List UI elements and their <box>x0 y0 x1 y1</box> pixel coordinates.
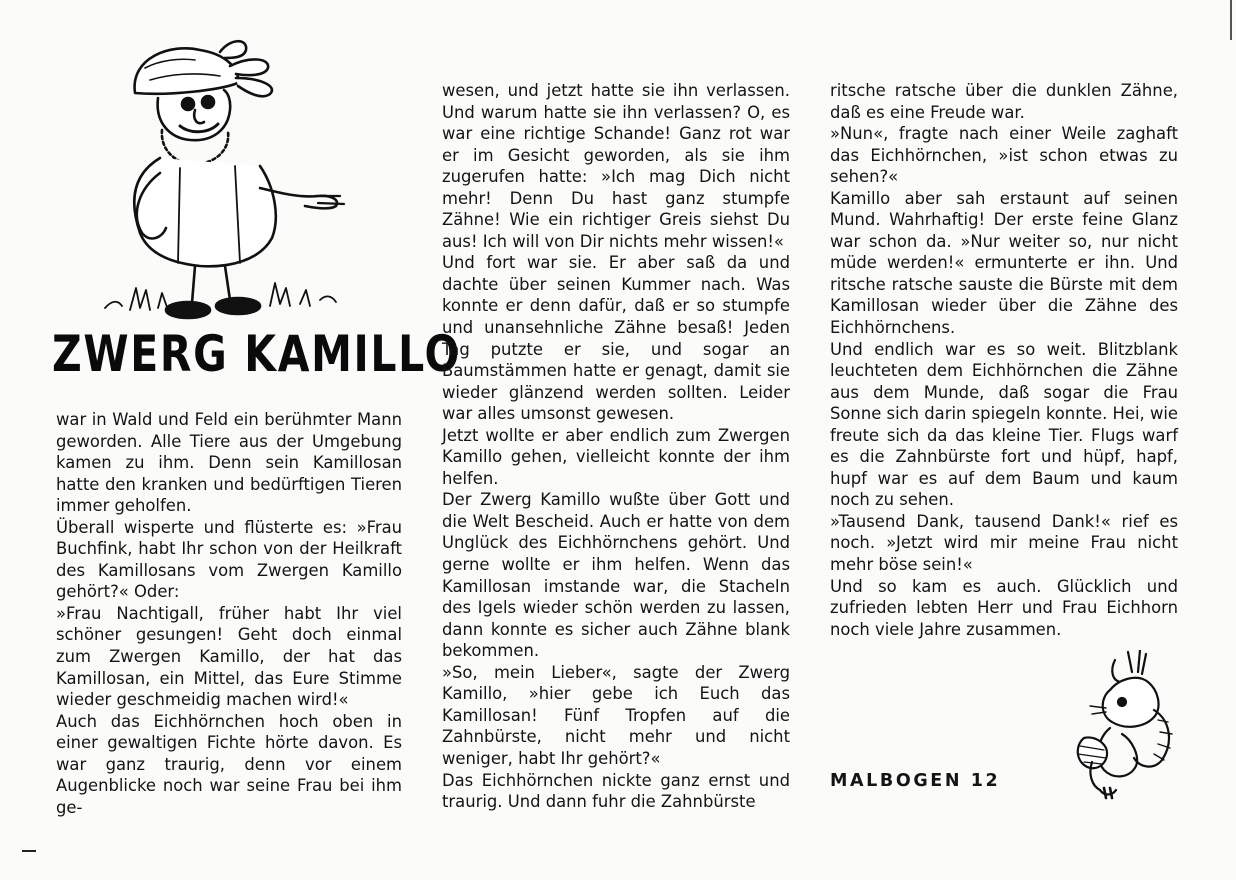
paragraph: Kamillo aber sah erstaunt auf seinen Mund. Wahrhaftig! Der erste feine Glanz war schon da. »Nur weiter so, nur nicht müde werden!« ermunterte er ihn. Und ritsche ratsche sauste die Bürste mit dem Kamillosan wieder über die Zähne des Eichhörnchens. <box>830 188 1178 338</box>
paragraph: Und so kam es auch. Glücklich und zufrieden lebten Herr und Frau Eichhorn noch viele Jahre zusammen. <box>830 576 1178 639</box>
paragraph: Jetzt wollte er aber endlich zum Zwergen Kamillo gehen, vielleicht konnte der ihm helfen. <box>442 425 790 488</box>
scan-mark <box>22 850 36 852</box>
story-title: ZWERG KAMILLO <box>52 325 461 383</box>
paragraph: »So, mein Lieber«, sagte der Zwerg Kamillo, »hier gebe ich Euch das Kamillosan! Fünf Tropfen auf die Zahnbürste, nicht mehr und nicht weniger, habt Ihr gehört?« <box>442 662 790 768</box>
paragraph: ritsche ratsche über die dunklen Zähne, daß es eine Freude war. <box>830 81 1178 122</box>
paragraph: Und fort war sie. Er aber saß da und dachte über seinen Kummer nach. Was konnte er denn dafür, daß er so stumpfe und unansehnliche Zähne besaß! Jeden Tag putzte er sie, und sogar an Baumstämmen hatte er genagt, damit sie wieder glänzend werden sollten. Leider war alles umsonst gewesen. <box>442 253 790 424</box>
scan-mark <box>1230 0 1232 40</box>
text-column-1 <box>56 409 402 818</box>
paragraph: war in Wald und Feld ein berühmter Mann geworden. Alle Tiere aus der Umgebung kamen zu ihm. Denn sein Kamillosan hatte den kranken und bedürftigen Tieren immer geholfen. <box>56 410 402 516</box>
paragraph: Der Zwerg Kamillo wußte über Gott und die Welt Bescheid. Auch er hatte von dem Unglück des Eichhörnchens gehört. Und gerne wollte er ihm helfen. Wenn das Kamillosan imstande war, die Stacheln des Igels wieder schön werden zu lassen, dann konnte es sicher auch Zähne blank bekommen. <box>442 490 790 661</box>
paragraph: Und endlich war es so weit. Blitzblank leuchteten dem Eichhörnchen die Zähne aus dem Munde, daß sogar die Frau Sonne sich darin spiegeln konnte. Hei, wie freute sich da das kleine Tier. Flugs warf es die Zahnbürste fort und hüpf, hapf, hupf war es auf dem Baum und kaum noch zu sehen. <box>830 339 1178 510</box>
paragraph: Überall wisperte und flüsterte es: »Frau Buchfink, habt Ihr schon von der Heilkraft des Kamillosans vom Zwergen Kamillo gehört?« Oder: <box>56 517 402 602</box>
text-column-2 <box>442 80 790 813</box>
squirrel-illustration <box>1070 650 1180 800</box>
dwarf-illustration <box>100 38 355 328</box>
text-column-3 <box>830 80 1178 640</box>
paragraph: »Tausend Dank, tausend Dank!« rief es noch. »Jetzt wird mir meine Frau nicht mehr böse sein!« <box>830 511 1178 575</box>
sheet-label: MALBOGEN 12 <box>830 771 1001 791</box>
paragraph: wesen, und jetzt hatte sie ihn verlassen. Und warum hatte sie ihn verlassen? O, es war eine richtige Schande! Ganz rot war er im Gesicht geworden, als sie ihm zugerufen hatte: »Ich mag Dich nicht mehr! Denn Du hast ganz stumpfe Zähne! Wie ein richtiger Greis siehst Du aus! Ich will von Dir nichts mehr wissen!« <box>442 81 790 251</box>
paragraph: »Nun«, fragte nach einer Weile zaghaft das Eichhörnchen, »ist schon etwas zu sehen?« <box>830 124 1178 187</box>
paragraph: Das Eichhörnchen nickte ganz ernst und traurig. Und dann fuhr die Zahnbürste <box>442 770 790 812</box>
paragraph: »Frau Nachtigall, früher habt Ihr viel schöner gesungen! Geht doch einmal zum Zwergen Kamillo, der hat das Kamillosan, ein Mittel, das Eure Stimme wieder geschmeidig machen wird!« <box>56 603 402 710</box>
paragraph: Auch das Eichhörnchen hoch oben in einer gewaltigen Fichte hörte davon. Es war ganz traurig, denn vor einem Augenblicke noch war seine Frau bei ihm ge- <box>56 711 402 817</box>
